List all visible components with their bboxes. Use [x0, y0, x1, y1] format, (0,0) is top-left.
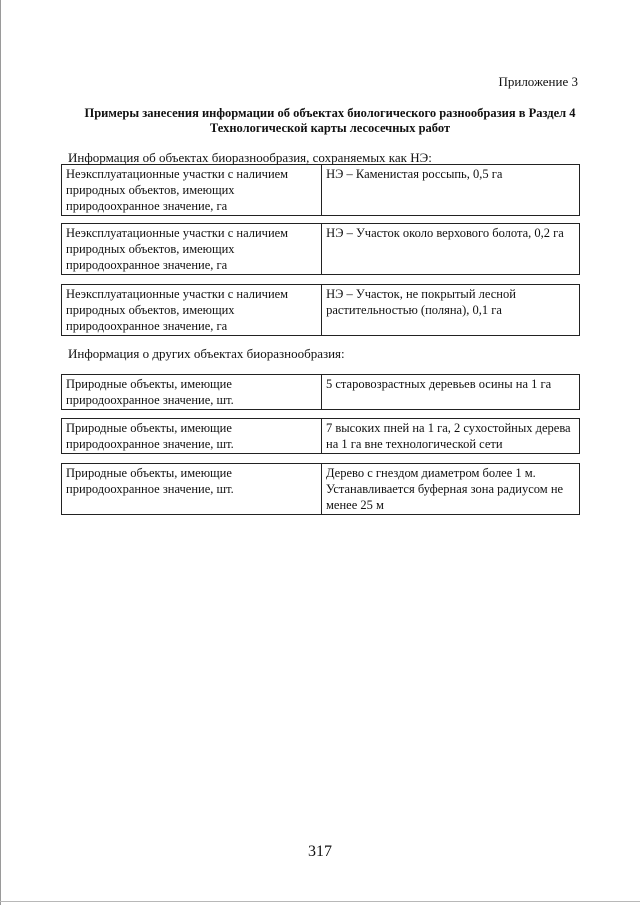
other-table-1	[61, 374, 580, 410]
table-row	[62, 224, 580, 275]
ne-table-1	[61, 164, 580, 216]
other-table-2	[61, 418, 580, 454]
ne-table-1-value: НЭ – Каменистая россыпь, 0,5 га	[322, 165, 580, 216]
section-heading-other: Информация о других объектах биоразнообразия:	[68, 346, 345, 361]
other-table-3	[61, 463, 580, 515]
ne-table-3	[61, 284, 580, 336]
ne-table-2-value: НЭ – Участок около верхового болота, 0,2 га	[322, 224, 580, 275]
page-edge-bottom	[0, 901, 640, 902]
other-table-2-category: Природные объекты, имеющие природоохранное значение, шт.	[62, 419, 322, 454]
ne-table-3-value: НЭ – Участок, не покрытый лесной растительностью (поляна), 0,1 га	[322, 285, 580, 336]
other-table-3-category: Природные объекты, имеющие природоохранное значение, шт.	[62, 464, 322, 515]
table-row	[62, 285, 580, 336]
page-edge-left	[0, 0, 1, 905]
other-table-1-category: Природные объекты, имеющие природоохранное значение, шт.	[62, 375, 322, 410]
table-row	[62, 165, 580, 216]
appendix-label: Приложение 3	[498, 74, 578, 89]
other-table-3-value: Дерево с гнездом диаметром более 1 м. Устанавливается буферная зона радиусом не менее 25 м	[322, 464, 580, 515]
other-table-2-value: 7 высоких пней на 1 га, 2 сухостойных дерева на 1 га вне технологической сети	[322, 419, 580, 454]
table-row	[62, 464, 580, 515]
title-line-1: Примеры занесения информации об объектах биологического разнообразия в Раздел 4	[84, 106, 576, 120]
ne-table-1-category: Неэксплуатационные участки с наличием природных объектов, имеющих природоохранное значение, га	[62, 165, 322, 216]
ne-table-3-category: Неэксплуатационные участки с наличием природных объектов, имеющих природоохранное значение, га	[62, 285, 322, 336]
page-number: 317	[308, 843, 332, 860]
other-table-1-value: 5 старовозрастных деревьев осины на 1 га	[322, 375, 580, 410]
table-row	[62, 419, 580, 454]
table-row	[62, 375, 580, 410]
ne-table-2-category: Неэксплуатационные участки с наличием природных объектов, имеющих природоохранное значение, га	[62, 224, 322, 275]
ne-table-2	[61, 223, 580, 275]
document-title	[60, 106, 600, 136]
title-line-2: Технологической карты лесосечных работ	[209, 121, 451, 135]
section-heading-ne: Информация об объектах биоразнообразия, сохраняемых как НЭ:	[68, 150, 432, 165]
